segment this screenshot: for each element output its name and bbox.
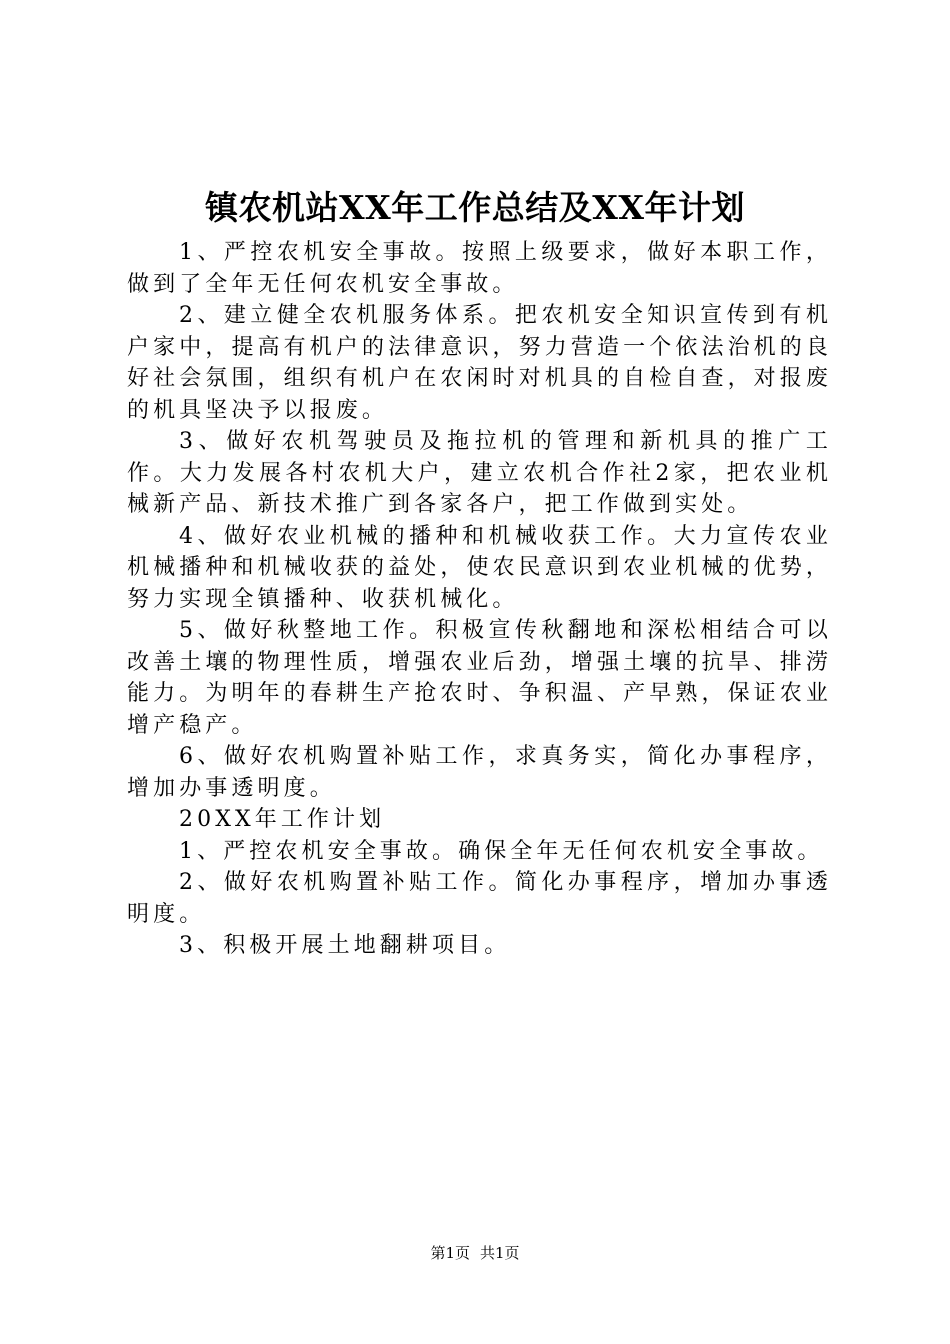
paragraph: 4、做好农业机械的播种和机械收获工作。大力宣传农业机械播种和机械收获的益处，使农民意识到农业机械的优势，努力实现全镇播种、收获机械化。	[127, 523, 832, 612]
page-number: 第1页	[430, 1244, 470, 1262]
paragraph: 1、严控农机安全事故。确保全年无任何农机安全事故。	[179, 838, 824, 864]
paragraph: 5、做好秋整地工作。积极宣传秋翻地和深松相结合可以改善土壤的物理性质，增强农业后劲，增强土壤的抗旱、排涝能力。为明年的春耕生产抢农时、争积温、产早熟，保证农业增产稳产。	[127, 618, 832, 738]
paragraph: 6、做好农机购置补贴工作，求真务实，简化办事程序，增加办事透明度。	[127, 744, 832, 801]
paragraph: 3、积极开展土地翻耕项目。	[179, 933, 511, 958]
plan-heading: 20XX年工作计划	[179, 807, 386, 832]
page-total: 共1页	[480, 1244, 520, 1262]
paragraph: 2、做好农机购置补贴工作。简化办事程序，增加办事透明度。	[127, 870, 832, 927]
paragraph: 1、严控农机安全事故。按照上级要求，做好本职工作，做到了全年无任何农机安全事故。	[127, 240, 832, 297]
page-footer	[0, 1243, 950, 1263]
paragraph: 2、建立健全农机服务体系。把农机安全知识宣传到有机户家中，提高有机户的法律意识，努力营造一个依法治机的良好社会氛围，组织有机户在农闲时对机具的自检自查，对报废的机具坚决予以报废。	[127, 303, 832, 423]
document-title: 镇农机站XX年工作总结及XX年计划	[205, 188, 745, 227]
paragraph: 3、做好农机驾驶员及拖拉机的管理和新机具的推广工作。大力发展各村农机大户，建立农机合作社2家，把农业机械新产品、新技术推广到各家各户，把工作做到实处。	[127, 429, 832, 517]
document-body	[127, 237, 832, 962]
